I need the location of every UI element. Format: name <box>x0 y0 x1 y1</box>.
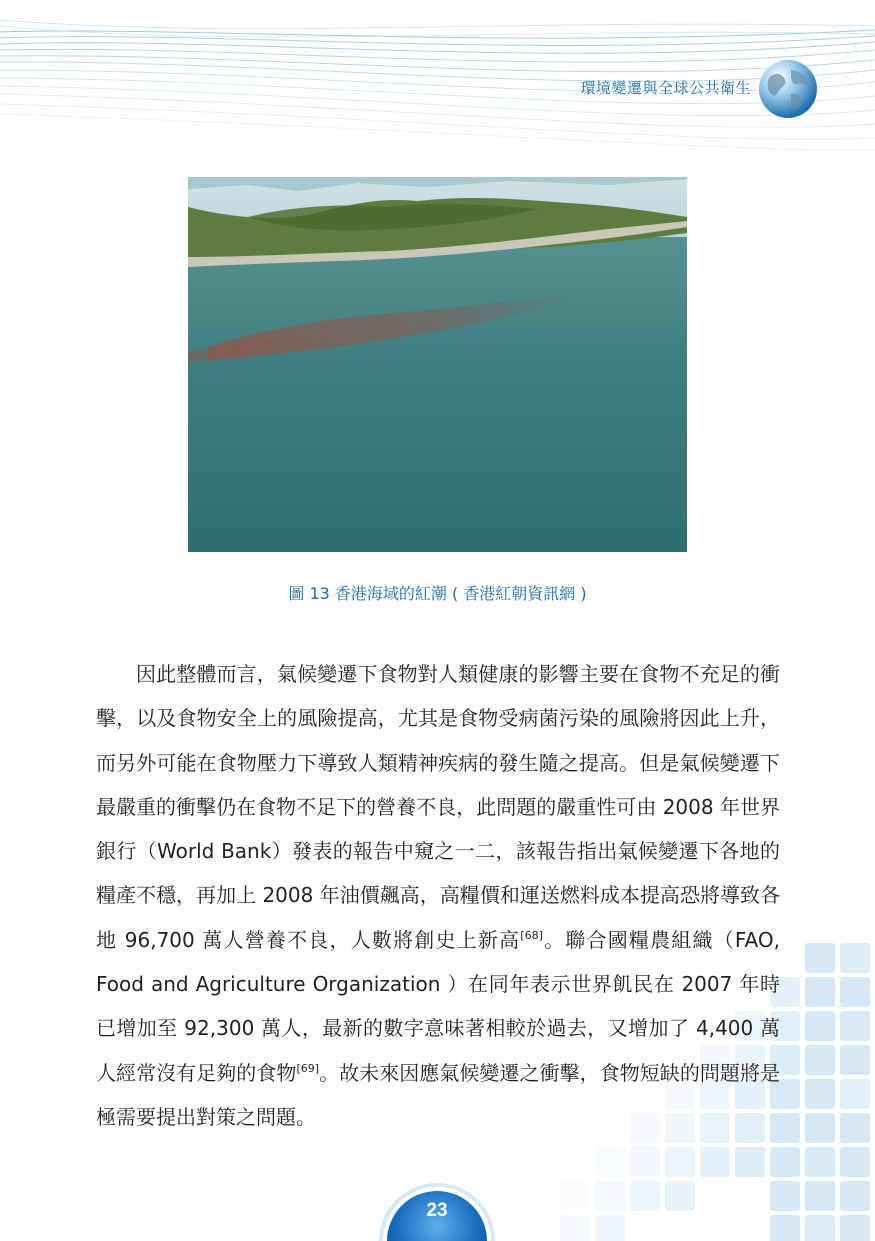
body-text <box>96 652 780 1139</box>
citation-68: [68] <box>520 928 543 942</box>
globe-icon <box>757 58 819 120</box>
body-text-part-3: 。故未來因應氣候變遷之衝擊，食物短缺的問題將是極需要提出對策之問題。 <box>96 1060 781 1129</box>
body-text-part-2: 。聯合國糧農組織（FAO, Food and Agriculture Organization ）在同年表示世界飢民在 2007 年時已增加至 92,300 萬人，最新的數字意味著相較於過去，又增加了 4,400 萬人經常沒有足夠的食物 <box>96 927 780 1085</box>
running-header-title: 環境變遷與全球公共衛生 <box>580 79 751 97</box>
figure-caption: 圖 13 香港海域的紅潮 ( 香港紅朝資訊網 ) <box>288 584 587 603</box>
red-tide-photo <box>188 177 687 552</box>
page-number: 23 <box>426 1200 448 1221</box>
citation-69: [69] <box>296 1061 320 1075</box>
body-text-part-1: 因此整體而言，氣候變遷下食物對人類健康的影響主要在食物不充足的衝擊，以及食物安全上的風險提高，尤其是食物受病菌污染的風險將因此上升，而另外可能在食物壓力下導致人類精神疾病的發生隨之提高。但是氣候變遷下最嚴重的衝擊仍在食物不足下的營養不良，此問題的嚴重性可由 2008 年世界銀行（World Bank）發表的報告中窺之一二，該報告指出氣候變遷下各地的糧產不穩，再加上 2008 年油價飆高，高糧價和運送燃料成本提高恐將導致各地 96,700 萬人營養不良，人數將創史上新高 <box>96 662 780 952</box>
body-paragraph <box>96 652 780 1139</box>
